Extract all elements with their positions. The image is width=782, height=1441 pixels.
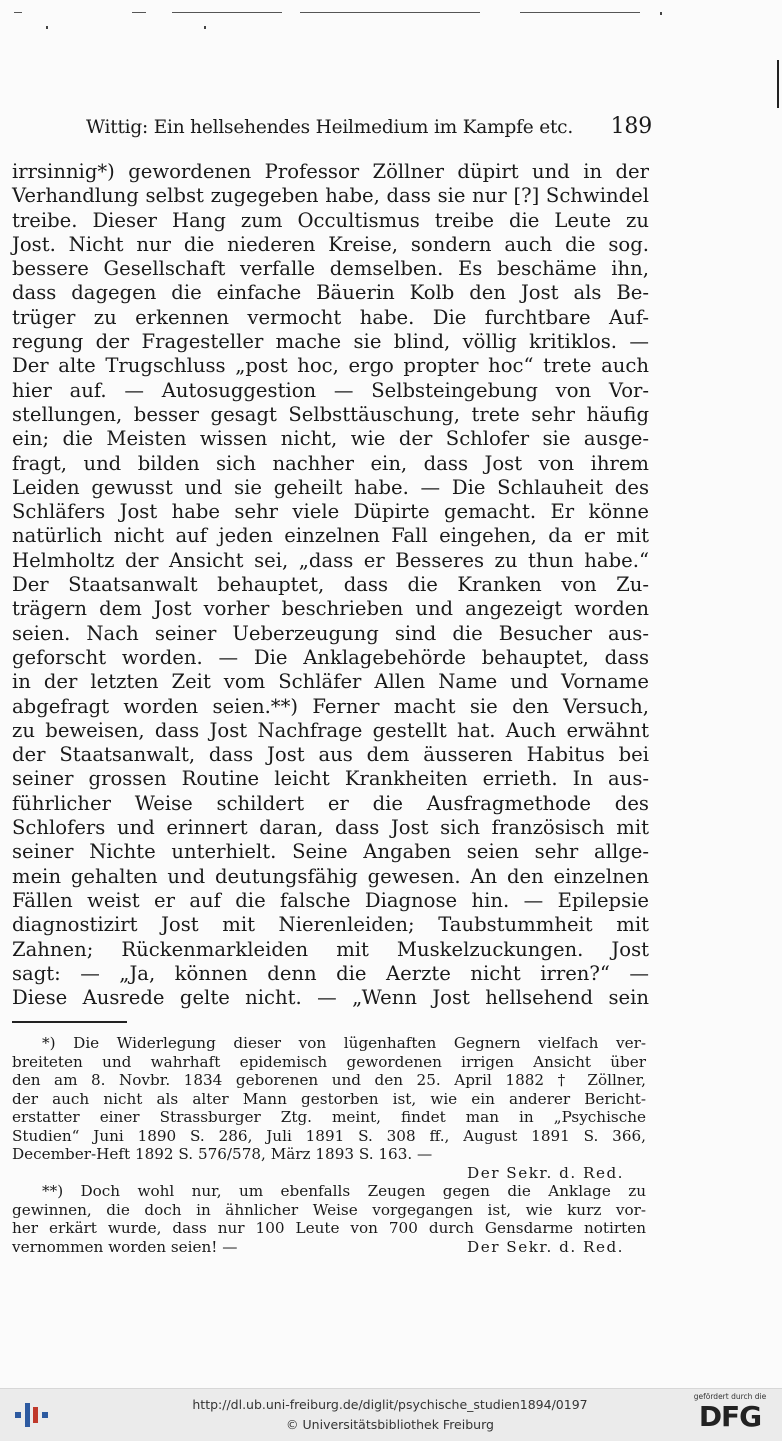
text-line: zu beweisen, dass Jost Nachfrage gestellt hat. Auch erwähnt (12, 718, 649, 742)
scan-artifact (300, 12, 480, 13)
footnote-line: *) Die Widerlegung dieser von lügenhaften Gegnern vielfach ver- (42, 1034, 646, 1052)
footnote-line: der auch nicht als alter Mann gestorben ist, wie ein anderer Bericht- (12, 1089, 646, 1108)
footnote-2 (12, 1182, 646, 1256)
text-line: sagt: — „Ja, können denn die Aerzte nicht irren?“ — (12, 961, 649, 985)
main-text (12, 160, 649, 1010)
text-line: diagnostizirt Jost mit Nierenleiden; Taubstummheit mit (12, 913, 649, 937)
text-line: Der Staatsanwalt behauptet, dass die Kranken von Zu- (12, 573, 649, 597)
text-line: Verhandlung selbst zugegeben habe, dass sie nur [?] Schwindel (12, 184, 649, 208)
scan-top-edge (0, 0, 782, 30)
text-line: regung der Fragesteller mache sie blind, völlig kritiklos. — (12, 330, 649, 354)
footnote-2-signature: Der Sekr. d. Red. (467, 1237, 624, 1256)
footnote-line: gewinnen, die doch in ähnlicher Weise vorgegangen ist, wie kurz vor- (12, 1200, 646, 1219)
scan-artifact (520, 12, 640, 13)
text-line: irrsinnig*) gewordenen Professor Zöllner düpirt und in der (12, 160, 649, 183)
footnote-rule (12, 1021, 127, 1023)
text-line: mein gehalten und deutungsfähig gewesen. An den einzelnen (12, 864, 649, 888)
footnote-line: Studien“ Juni 1890 S. 286, Juli 1891 S. 308 ff., August 1891 S. 366, (12, 1126, 646, 1145)
scan-artifact (46, 26, 48, 29)
text-line: Zahnen; Rückenmarkleiden mit Muskelzuckungen. Jost (12, 937, 649, 961)
text-line: geforscht worden. — Die Anklagebehörde behauptet, dass (12, 645, 649, 669)
text-line: führlicher Weise schildert er die Ausfragmethode des (12, 791, 649, 815)
text-line: der Staatsanwalt, dass Jost aus dem äusseren Habitus bei (12, 743, 649, 767)
text-line: treibe. Dieser Hang zum Occultismus treibe die Leute zu (12, 208, 649, 232)
text-line: natürlich nicht auf jeden einzelnen Fall eingehen, da er mit (12, 524, 649, 548)
text-line: Schläfers Jost habe sehr viele Düpirte gemacht. Er könne (12, 500, 649, 524)
footnote-1-signature: Der Sekr. d. Red. (467, 1163, 624, 1182)
page-number: 189 (610, 114, 652, 139)
footnote-line: her erkärt wurde, dass nur 100 Leute von 700 durch Gensdarme notirten (12, 1219, 646, 1237)
running-title: Wittig: Ein hellsehendes Heilmedium im Kampfe etc. (86, 117, 574, 138)
permalink-url[interactable]: http://dl.ub.uni-freiburg.de/diglit/psychische_studien1894/0197 (192, 1397, 588, 1412)
footnote-line: erstatter einer Strassburger Ztg. meint, findet man in „Psychische (12, 1108, 646, 1126)
scan-artifact (204, 26, 206, 29)
text-line: abgefragt worden seien.**) Ferner macht sie den Versuch, (12, 694, 649, 718)
scan-artifact (14, 12, 22, 13)
footnote-line: breiteten und wahrhaft epidemisch gewordenen irrigen Ansicht über (12, 1052, 646, 1071)
text-line: trägern dem Jost vorher beschrieben und angezeigt worden (12, 597, 649, 621)
text-line: fragt, und bilden sich nachher ein, dass Jost von ihrem (12, 451, 649, 475)
scan-artifact (172, 12, 282, 13)
footnotes (12, 1034, 646, 1256)
scan-margin-bar (777, 60, 779, 108)
text-line: Leiden gewusst und sie geheilt habe. — Die Schlauheit des (12, 475, 649, 499)
text-line: in der letzten Zeit vom Schläfer Allen Name und Vorname (12, 670, 649, 694)
text-line: Fällen weist er auf die falsche Diagnose hin. — Epilepsie (12, 888, 649, 912)
copyright-notice: © Universitätsbibliothek Freiburg (286, 1417, 494, 1432)
text-line: seiner Nichte unterhielt. Seine Angaben seien sehr allge- (12, 840, 649, 864)
text-line: hier auf. — Autosuggestion — Selbsteingebung von Vor- (12, 378, 649, 402)
ub-freiburg-logo-icon (12, 1397, 52, 1433)
footnote-line: den am 8. Novbr. 1834 geborenen und den 25. April 1882 † Zöllner, (12, 1071, 646, 1089)
text-line: trüger zu erkennen vermocht habe. Die furchtbare Auf- (12, 305, 649, 329)
dfg-wordmark: DFG (698, 1400, 762, 1433)
footnote-line: December-Heft 1892 S. 576/578, März 1893 S. 163. — (12, 1145, 433, 1163)
footnote-line: **) Doch wohl nur, um ebenfalls Zeugen gegen die Anklage zu (42, 1182, 646, 1200)
footnote-line (12, 1238, 646, 1257)
text-line: ein; die Meisten wissen nicht, wie der Schlofer sie ausge- (12, 427, 649, 451)
text-line: stellungen, besser gesagt Selbsttäuschung, trete sehr häufig (12, 402, 649, 426)
text-line: Schlofers und erinnert daran, dass Jost sich französisch mit (12, 816, 649, 840)
footnote-1 (12, 1034, 646, 1164)
viewer-footer (0, 1388, 782, 1441)
running-header (86, 114, 652, 139)
text-line: Jost. Nicht nur die niederen Kreise, sondern auch die sog. (12, 232, 649, 256)
scan-artifact (660, 12, 662, 15)
dfg-caption: gefördert durch die (693, 1392, 767, 1401)
footnote-line-text: vernommen worden seien! — (12, 1237, 238, 1256)
text-line: seien. Nach seiner Ueberzeugung sind die Besucher aus- (12, 621, 649, 645)
text-line: seiner grossen Routine leicht Krankheiten errieth. In aus- (12, 767, 649, 791)
text-line: Diese Ausrede gelte nicht. — „Wenn Jost hellsehend sein (12, 986, 649, 1010)
text-line: bessere Gesellschaft verfalle demselben. Es beschäme ihn, (12, 257, 649, 281)
text-line: Helmholtz der Ansicht sei, „dass er Besseres zu thun habe.“ (12, 548, 649, 572)
text-line: Der alte Trugschluss „post hoc, ergo propter hoc“ trete auch (12, 354, 649, 378)
text-line: dass dagegen die einfache Bäuerin Kolb den Jost als Be- (12, 281, 649, 305)
dfg-logo (686, 1392, 774, 1438)
scan-artifact (132, 12, 146, 13)
